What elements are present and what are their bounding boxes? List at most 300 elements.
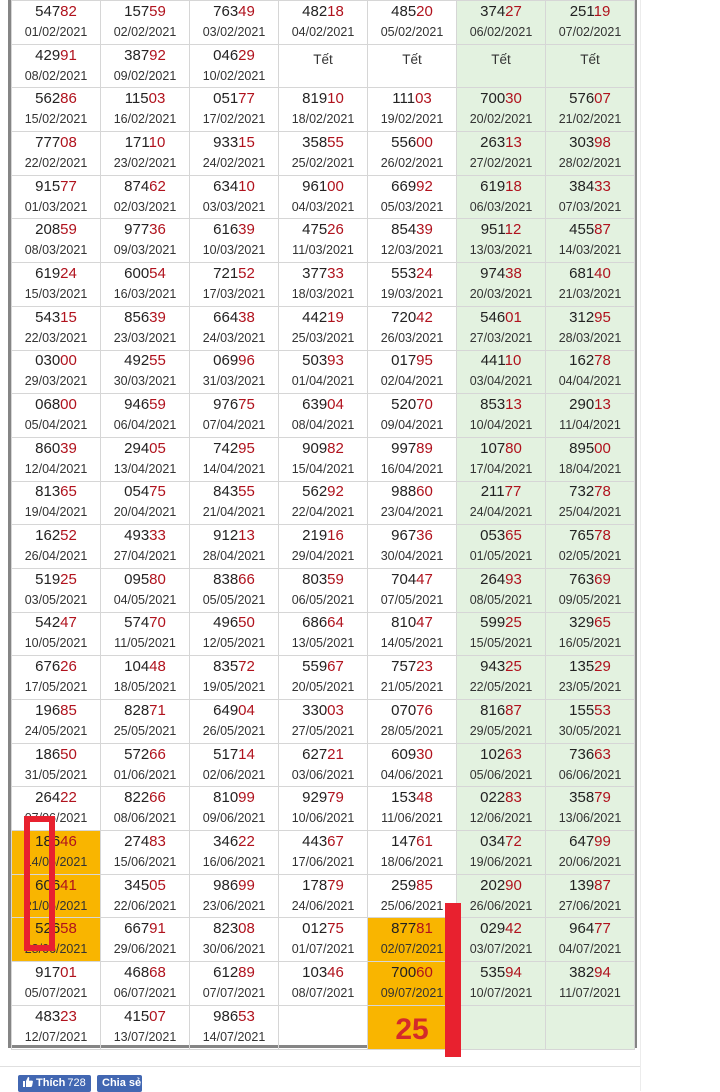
- result-number: 06800: [35, 396, 77, 414]
- result-date: 04/07/2021: [558, 942, 622, 957]
- result-number: 15553: [569, 701, 611, 719]
- result-cell: [546, 437, 635, 481]
- result-date: 17/06/2021: [291, 854, 355, 869]
- result-date: 30/05/2021: [558, 723, 622, 738]
- result-cell: [12, 1, 101, 45]
- result-cell: [457, 743, 546, 787]
- result-cell: [101, 219, 190, 263]
- result-number: 03000: [35, 352, 77, 370]
- holiday-label: Tết: [580, 51, 600, 67]
- result-cell: [368, 219, 457, 263]
- result-cell: [368, 88, 457, 132]
- result-cell: [101, 700, 190, 744]
- result-date: 28/06/2021: [24, 942, 88, 957]
- result-date: 16/05/2021: [558, 636, 622, 651]
- result-number: 55324: [391, 264, 433, 282]
- result-number: 10346: [302, 963, 344, 981]
- result-cell: [457, 874, 546, 918]
- result-cell: [368, 656, 457, 700]
- result-cell: [368, 350, 457, 394]
- result-date: 20/05/2021: [291, 680, 355, 695]
- table-row: [12, 394, 635, 438]
- result-cell: [279, 700, 368, 744]
- result-date: 14/05/2021: [380, 636, 444, 651]
- result-date: 01/06/2021: [113, 767, 177, 782]
- result-number: 80359: [302, 570, 344, 588]
- result-date: 16/02/2021: [113, 112, 177, 127]
- result-date: 01/05/2021: [469, 549, 533, 564]
- result-cell: [190, 437, 279, 481]
- result-date: 07/02/2021: [558, 24, 622, 39]
- result-date: 21/06/2021: [24, 898, 88, 913]
- table-row: [12, 437, 635, 481]
- result-number: 51925: [35, 570, 77, 588]
- result-date: 12/03/2021: [380, 243, 444, 258]
- result-number: 48323: [35, 1007, 77, 1025]
- result-date: 08/05/2021: [469, 592, 533, 607]
- result-cell: [457, 700, 546, 744]
- result-cell: [368, 568, 457, 612]
- result-number: 20859: [35, 221, 77, 239]
- result-cell: [546, 962, 635, 1006]
- result-number: 37733: [302, 264, 344, 282]
- result-date: 18/05/2021: [113, 680, 177, 695]
- result-number: 26493: [480, 570, 522, 588]
- result-date: 14/04/2021: [202, 461, 266, 476]
- result-number: 89500: [569, 439, 611, 457]
- result-cell: [368, 612, 457, 656]
- result-number: 76578: [569, 527, 611, 545]
- result-cell: [12, 743, 101, 787]
- result-number: 81047: [391, 614, 433, 632]
- result-cell: [101, 787, 190, 831]
- result-number: 17879: [302, 876, 344, 894]
- result-number: 91577: [35, 177, 77, 195]
- result-number: 38294: [569, 963, 611, 981]
- result-date: 04/02/2021: [291, 24, 355, 39]
- result-date: 13/07/2021: [113, 1029, 177, 1044]
- result-number: 99789: [391, 439, 433, 457]
- result-date: 05/05/2021: [202, 592, 266, 607]
- result-number: 44219: [302, 308, 344, 326]
- result-cell: [279, 612, 368, 656]
- result-cell: [279, 481, 368, 525]
- table-row: [12, 787, 635, 831]
- result-cell: [368, 918, 457, 962]
- result-number: 01795: [391, 352, 433, 370]
- result-number: 29013: [569, 396, 611, 414]
- result-cell: [101, 350, 190, 394]
- result-number: 73663: [569, 745, 611, 763]
- result-cell: [101, 394, 190, 438]
- result-cell: [12, 219, 101, 263]
- result-cell: [12, 263, 101, 307]
- result-number: 42991: [35, 46, 77, 64]
- result-date: 22/04/2021: [291, 505, 355, 520]
- result-cell: [279, 874, 368, 918]
- result-date: 04/03/2021: [291, 199, 355, 214]
- result-date: 13/04/2021: [113, 461, 177, 476]
- result-number: 81687: [480, 701, 522, 719]
- result-date: 25/04/2021: [558, 505, 622, 520]
- result-cell: [368, 787, 457, 831]
- table-row: [12, 831, 635, 875]
- result-date: 27/06/2021: [558, 898, 622, 913]
- result-date: 08/02/2021: [24, 68, 88, 83]
- result-date: 06/05/2021: [291, 592, 355, 607]
- result-cell: [457, 44, 546, 88]
- result-number: 97675: [213, 396, 255, 414]
- result-date: 17/05/2021: [24, 680, 88, 695]
- result-cell: [101, 568, 190, 612]
- result-date: 03/02/2021: [202, 24, 266, 39]
- result-date: 23/06/2021: [202, 898, 266, 913]
- result-date: 29/05/2021: [469, 723, 533, 738]
- result-cell: [279, 568, 368, 612]
- result-number: 64799: [569, 832, 611, 850]
- result-date: 10/06/2021: [291, 811, 355, 826]
- result-date: 21/03/2021: [558, 286, 622, 301]
- result-number: 81365: [35, 483, 77, 501]
- result-cell: [546, 88, 635, 132]
- result-number: 68664: [302, 614, 344, 632]
- table-row: [12, 918, 635, 962]
- result-date: 23/03/2021: [113, 330, 177, 345]
- result-cell: [457, 787, 546, 831]
- result-date: 20/03/2021: [469, 286, 533, 301]
- result-number: 47526: [302, 221, 344, 239]
- result-date: 22/02/2021: [24, 155, 88, 170]
- result-cell: [279, 219, 368, 263]
- result-cell: [457, 962, 546, 1006]
- result-cell: [190, 350, 279, 394]
- table-row: [12, 350, 635, 394]
- result-number: 05475: [124, 483, 166, 501]
- result-number: 60641: [35, 876, 77, 894]
- result-number: 21177: [480, 483, 522, 501]
- result-date: 05/04/2021: [24, 418, 88, 433]
- result-date: 02/03/2021: [113, 199, 177, 214]
- result-date: 28/02/2021: [558, 155, 622, 170]
- result-date: 22/06/2021: [113, 898, 177, 913]
- result-cell: [546, 175, 635, 219]
- result-date: 27/02/2021: [469, 155, 533, 170]
- result-number: 18650: [35, 745, 77, 763]
- result-date: 02/02/2021: [113, 24, 177, 39]
- result-date: 13/06/2021: [558, 811, 622, 826]
- result-date: 20/04/2021: [113, 505, 177, 520]
- result-date: 26/04/2021: [24, 549, 88, 564]
- result-cell: [101, 88, 190, 132]
- result-date: 11/05/2021: [114, 636, 176, 651]
- result-number: 20290: [480, 876, 522, 894]
- result-cell: [368, 437, 457, 481]
- result-number: 93315: [213, 133, 255, 151]
- result-number: 16252: [35, 527, 77, 545]
- result-date: 30/06/2021: [202, 942, 266, 957]
- result-number: 02283: [480, 789, 522, 807]
- result-date: 04/04/2021: [558, 374, 622, 389]
- result-date: 19/02/2021: [380, 112, 444, 127]
- result-date: 04/05/2021: [113, 592, 177, 607]
- table-row: [12, 568, 635, 612]
- result-cell: [101, 874, 190, 918]
- result-number: 83866: [213, 570, 255, 588]
- result-date: 21/02/2021: [558, 112, 622, 127]
- result-date: 07/04/2021: [202, 418, 266, 433]
- result-date: 21/05/2021: [380, 680, 444, 695]
- result-cell: [546, 787, 635, 831]
- result-cell: [190, 394, 279, 438]
- result-date: 07/03/2021: [558, 199, 622, 214]
- result-cell: [190, 962, 279, 1006]
- result-number: 91213: [213, 527, 255, 545]
- result-number: 56292: [302, 483, 344, 501]
- result-number: 57470: [124, 614, 166, 632]
- result-date: 03/06/2021: [291, 767, 355, 782]
- result-cell: [457, 1, 546, 45]
- result-number: 53594: [480, 963, 522, 981]
- result-date: 03/03/2021: [202, 199, 266, 214]
- result-date: 15/04/2021: [291, 461, 355, 476]
- result-number: 26422: [35, 789, 77, 807]
- result-date: 14/06/2021: [24, 854, 88, 869]
- result-cell: [546, 656, 635, 700]
- result-date: 09/02/2021: [113, 68, 177, 83]
- result-number: 66438: [213, 308, 255, 326]
- page-edge-line: [640, 0, 641, 1091]
- result-number: 09580: [124, 570, 166, 588]
- table-row: [12, 219, 635, 263]
- result-number: 48218: [302, 2, 344, 20]
- result-cell: [457, 831, 546, 875]
- result-number: 38792: [124, 46, 166, 64]
- result-cell: [546, 44, 635, 88]
- result-cell: [457, 219, 546, 263]
- result-number: 94659: [124, 396, 166, 414]
- share-button[interactable]: [97, 1075, 142, 1092]
- result-cell: [190, 1, 279, 45]
- result-number: 91701: [35, 963, 77, 981]
- like-button[interactable]: [18, 1075, 91, 1092]
- result-cell: [12, 350, 101, 394]
- result-number: 29405: [124, 439, 166, 457]
- result-cell: [546, 525, 635, 569]
- result-date: 06/03/2021: [469, 199, 533, 214]
- table-row: [12, 743, 635, 787]
- result-date: 11/07/2021: [559, 985, 621, 1000]
- result-number: 70447: [391, 570, 433, 588]
- result-cell: [546, 306, 635, 350]
- result-date: 01/02/2021: [24, 24, 88, 39]
- result-date: 20/06/2021: [558, 854, 622, 869]
- result-number: 34505: [124, 876, 166, 894]
- result-cell: [190, 219, 279, 263]
- result-date: 19/04/2021: [24, 505, 88, 520]
- result-cell: [190, 874, 279, 918]
- result-cell: [546, 700, 635, 744]
- result-date: 29/03/2021: [24, 374, 88, 389]
- result-date: 23/04/2021: [380, 505, 444, 520]
- result-number: 06996: [213, 352, 255, 370]
- result-number: 27483: [124, 832, 166, 850]
- result-date: 31/05/2021: [24, 767, 88, 782]
- result-number: 44367: [302, 832, 344, 850]
- result-date: 19/03/2021: [380, 286, 444, 301]
- result-cell: [190, 525, 279, 569]
- result-number: 10780: [480, 439, 522, 457]
- result-date: 25/05/2021: [113, 723, 177, 738]
- result-date: 11/03/2021: [292, 243, 354, 258]
- result-date: 19/05/2021: [202, 680, 266, 695]
- result-cell: [279, 831, 368, 875]
- result-number: 49255: [124, 352, 166, 370]
- result-cell: [457, 437, 546, 481]
- result-date: 17/02/2021: [202, 112, 266, 127]
- result-number: 98653: [213, 1007, 255, 1025]
- result-date: 20/02/2021: [469, 112, 533, 127]
- result-cell: [279, 1005, 368, 1049]
- result-cell: [12, 481, 101, 525]
- result-number: 05365: [480, 527, 522, 545]
- result-date: 26/06/2021: [469, 898, 533, 913]
- result-number: 54247: [35, 614, 77, 632]
- result-number: 26313: [480, 133, 522, 151]
- result-date: 08/03/2021: [24, 243, 88, 258]
- result-number: 49333: [124, 527, 166, 545]
- result-number: 61289: [213, 963, 255, 981]
- result-date: 12/05/2021: [202, 636, 266, 651]
- like-count: 728: [67, 1077, 86, 1089]
- result-cell: [101, 962, 190, 1006]
- result-cell: [190, 263, 279, 307]
- result-number: 61639: [213, 221, 255, 239]
- result-cell: [12, 1005, 101, 1049]
- result-number: 30398: [569, 133, 611, 151]
- result-date: 30/04/2021: [380, 549, 444, 564]
- result-date: 08/06/2021: [113, 811, 177, 826]
- result-date: 01/07/2021: [291, 942, 355, 957]
- result-cell: [368, 874, 457, 918]
- like-label: Thích: [36, 1077, 66, 1089]
- result-date: 07/07/2021: [202, 985, 266, 1000]
- result-number: 57607: [569, 90, 611, 108]
- result-number: 13987: [569, 876, 611, 894]
- result-number: 85313: [480, 396, 522, 414]
- result-number: 95112: [480, 221, 522, 239]
- result-date: 24/03/2021: [202, 330, 266, 345]
- result-number: 38433: [569, 177, 611, 195]
- result-number: 96736: [391, 527, 433, 545]
- result-date: 26/02/2021: [380, 155, 444, 170]
- result-cell: [457, 132, 546, 176]
- result-number: 10448: [124, 658, 166, 676]
- result-cell: [368, 831, 457, 875]
- result-cell: [279, 437, 368, 481]
- table-row: [12, 481, 635, 525]
- result-cell: [457, 656, 546, 700]
- result-cell: [12, 962, 101, 1006]
- result-number: 50393: [302, 352, 344, 370]
- result-date: 03/04/2021: [469, 374, 533, 389]
- holiday-label: Tết: [313, 51, 333, 67]
- table-row: [12, 88, 635, 132]
- result-number: 33003: [302, 701, 344, 719]
- result-date: 09/04/2021: [380, 418, 444, 433]
- table-row: [12, 306, 635, 350]
- result-date: 09/07/2021: [380, 985, 444, 1000]
- result-cell: [368, 1005, 457, 1049]
- result-date: 07/06/2021: [24, 811, 88, 826]
- result-date: 22/05/2021: [469, 680, 533, 695]
- result-date: 09/05/2021: [558, 592, 622, 607]
- result-cell: [12, 88, 101, 132]
- result-cell: [368, 394, 457, 438]
- result-cell: [190, 612, 279, 656]
- result-number: 21916: [302, 527, 344, 545]
- result-date: 12/07/2021: [24, 1029, 88, 1044]
- result-number: 74295: [213, 439, 255, 457]
- result-date: 05/03/2021: [380, 199, 444, 214]
- result-cell: [368, 306, 457, 350]
- result-date: 23/02/2021: [113, 155, 177, 170]
- result-cell: [279, 350, 368, 394]
- result-date: 10/04/2021: [469, 418, 533, 433]
- result-cell: [368, 743, 457, 787]
- result-cell: [101, 132, 190, 176]
- result-cell: [457, 525, 546, 569]
- result-cell: [101, 831, 190, 875]
- result-date: 07/05/2021: [380, 592, 444, 607]
- holiday-label: Tết: [402, 51, 422, 67]
- result-cell: [12, 700, 101, 744]
- result-cell: [101, 525, 190, 569]
- result-date: 05/06/2021: [469, 767, 533, 782]
- result-number: 70060: [391, 963, 433, 981]
- result-date: 11/06/2021: [381, 811, 443, 826]
- result-cell: [190, 1005, 279, 1049]
- result-cell: [101, 743, 190, 787]
- result-cell: [457, 612, 546, 656]
- result-cell: [279, 743, 368, 787]
- result-date: 04/06/2021: [380, 767, 444, 782]
- result-cell: [546, 831, 635, 875]
- result-number: 55967: [302, 658, 344, 676]
- result-cell: [546, 481, 635, 525]
- result-number: 96477: [569, 920, 611, 938]
- result-number: 16278: [569, 352, 611, 370]
- result-cell: [368, 700, 457, 744]
- result-date: 10/07/2021: [469, 985, 533, 1000]
- result-number: 81910: [302, 90, 344, 108]
- table-row: [12, 525, 635, 569]
- lottery-results-table: [8, 0, 637, 1048]
- result-number: 97736: [124, 221, 166, 239]
- result-date: 12/04/2021: [24, 461, 88, 476]
- result-cell: [546, 1, 635, 45]
- result-cell: [368, 1, 457, 45]
- result-cell: [279, 1, 368, 45]
- result-number: 83572: [213, 658, 255, 676]
- result-number: 46868: [124, 963, 166, 981]
- result-number: 62721: [302, 745, 344, 763]
- result-date: 18/02/2021: [291, 112, 355, 127]
- result-cell: [546, 219, 635, 263]
- result-cell: [190, 481, 279, 525]
- table-row: [12, 1005, 635, 1049]
- result-cell: [101, 306, 190, 350]
- share-label: Chia sẻ: [102, 1077, 142, 1089]
